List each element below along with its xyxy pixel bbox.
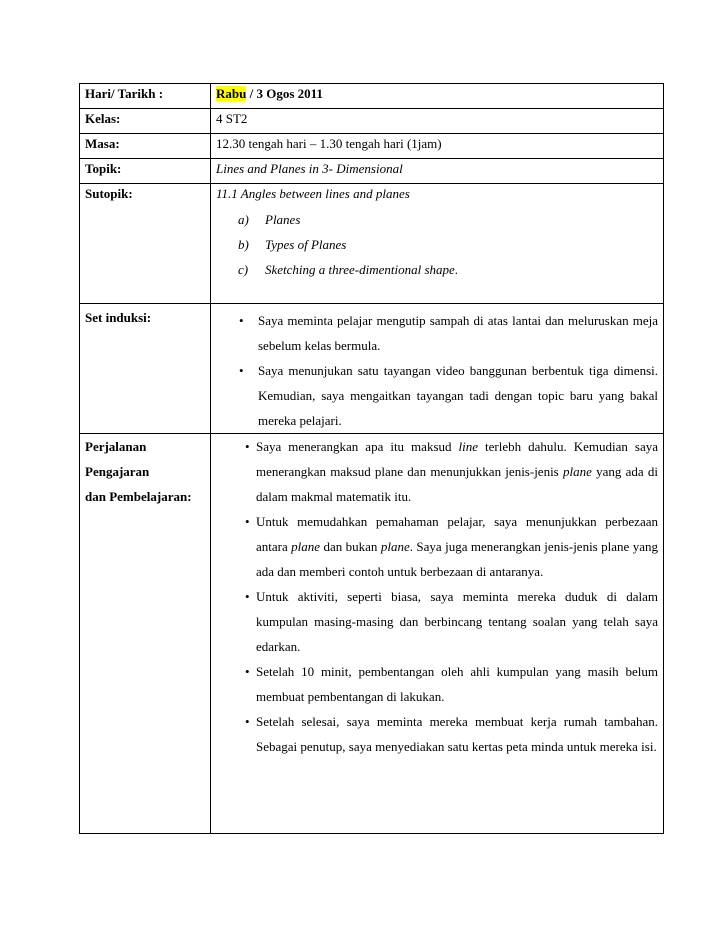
sutopik-list xyxy=(216,207,658,282)
set-induksi-list xyxy=(216,308,658,433)
value-kelas: 4 ST2 xyxy=(211,109,664,134)
value-perjalanan xyxy=(211,434,664,834)
label-sutopik: Sutopik: xyxy=(80,184,211,304)
value-sutopik xyxy=(211,184,664,304)
label-hari-tarikh: Hari/ Tarikh : xyxy=(80,84,211,109)
row-set-induksi xyxy=(80,304,664,434)
label-set-induksi: Set induksi: xyxy=(80,304,211,434)
bullet-icon: • xyxy=(239,363,244,378)
list-item: b) Types of Planes xyxy=(238,237,347,252)
label-perjalanan: Perjalanan Pengajaran dan Pembelajaran: xyxy=(80,434,211,834)
list-item: • Saya menerangkan apa itu maksud line terlebh dahulu. Kemudian saya menerangkan maksud plane dan menunjukkan jenis-jenis plane yang ada di dalam makmal matematik itu. xyxy=(216,434,658,509)
row-sutopik xyxy=(80,184,664,304)
bullet-icon: • xyxy=(245,514,250,529)
row-perjalanan xyxy=(80,434,664,834)
bullet-icon: • xyxy=(239,313,244,328)
lesson-plan-table xyxy=(79,83,664,834)
value-hari-tarikh xyxy=(211,84,664,109)
list-item: • Saya menunjukan satu tayangan video banggunan berbentuk tiga dimensi. Kemudian, saya mengaitkan tayangan tadi dengan topic baru yang bakal mereka pelajari. xyxy=(216,358,658,433)
bullet-icon: • xyxy=(245,714,250,729)
row-kelas xyxy=(80,109,664,134)
day-highlight: Rabu xyxy=(216,86,247,101)
bullet-icon: • xyxy=(245,589,250,604)
list-item: c) Sketching a three-dimentional shape. xyxy=(238,262,459,277)
row-hari-tarikh xyxy=(80,84,664,109)
value-set-induksi xyxy=(211,304,664,434)
list-item: • Setelah selesai, saya meminta mereka membuat kerja rumah tambahan. Sebagai penutup, saya menyediakan satu kertas peta minda untuk mereka isi. xyxy=(216,709,658,759)
bullet-icon: • xyxy=(245,439,250,454)
perjalanan-list xyxy=(216,434,658,759)
date-text: / 3 Ogos 2011 xyxy=(246,86,323,101)
list-item: • Untuk memudahkan pemahaman pelajar, saya menunjukkan perbezaan antara plane dan bukan plane. Saya juga menerangkan jenis-jenis plane yang ada dan memberi contoh untuk berbezaan di antaranya. xyxy=(216,509,658,584)
bullet-icon: • xyxy=(245,664,250,679)
label-topik: Topik: xyxy=(80,159,211,184)
row-topik xyxy=(80,159,664,184)
label-masa: Masa: xyxy=(80,134,211,159)
value-topik: Lines and Planes in 3- Dimensional xyxy=(211,159,664,184)
row-masa xyxy=(80,134,664,159)
list-item: • Setelah 10 minit, pembentangan oleh ahli kumpulan yang masih belum membuat pembentangan di lakukan. xyxy=(216,659,658,709)
sutopik-heading: 11.1 Angles between lines and planes xyxy=(216,186,410,201)
list-item: a) Planes xyxy=(238,212,301,227)
value-masa: 12.30 tengah hari – 1.30 tengah hari (1jam) xyxy=(211,134,664,159)
list-item: • Untuk aktiviti, seperti biasa, saya meminta mereka duduk di dalam kumpulan masing-masing dan berbincang tentang soalan yang telah saya edarkan. xyxy=(216,584,658,659)
list-item: • Saya meminta pelajar mengutip sampah di atas lantai dan meluruskan meja sebelum kelas bermula. xyxy=(216,308,658,358)
label-kelas: Kelas: xyxy=(80,109,211,134)
